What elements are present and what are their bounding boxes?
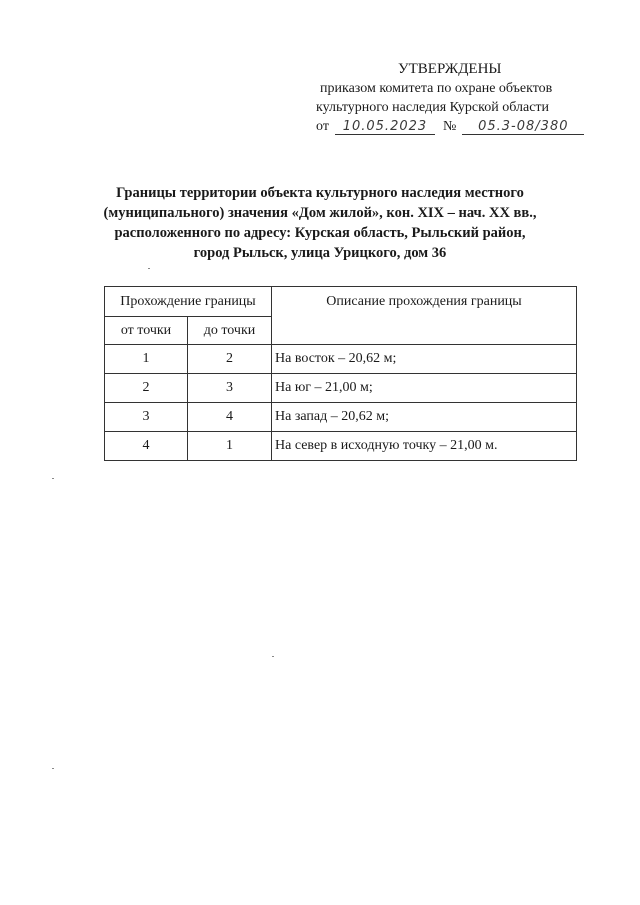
cell-to: 4 [188,403,272,432]
title-line-2: (муниципального) значения «Дом жилой», кон. XIX – нач. XX вв., [103,205,537,221]
document-title [100,183,540,263]
approval-date-number-line [316,117,586,136]
cell-to: 1 [188,432,272,461]
cell-description: На север в исходную точку – 21,00 м. [272,432,577,461]
header-boundary-passage: Прохождение границы [105,287,272,317]
title-line-1: Границы территории объекта культурного наследия местного [116,185,524,201]
cell-to: 3 [188,374,272,403]
cell-description: На юг – 21,00 м; [272,374,577,403]
number-label: № [442,119,457,134]
header-from-point: от точки [105,317,188,345]
cell-description: На запад – 20,62 м; [272,403,577,432]
table-row [105,432,577,461]
title-line-4: город Рыльск, улица Урицкого, дом 36 [193,245,447,261]
table-row [105,345,577,374]
handwritten-number: 05.3-08/380 [462,119,584,135]
cell-from: 3 [105,403,188,432]
header-description: Описание прохождения границы [272,287,577,345]
cell-from: 4 [105,432,188,461]
scan-speck [52,768,54,769]
title-line-3: расположенного по адресу: Курская область, Рыльский район, [114,225,526,241]
header-to-point: до точки [188,317,272,345]
approval-heading: УТВЕРЖДЕНЫ [398,61,502,77]
cell-from: 1 [105,345,188,374]
approval-line-committee: приказом комитета по охране объектов [320,81,553,96]
from-label: от [316,119,329,134]
scan-speck [272,656,274,657]
table-row [105,403,577,432]
table-header-row [105,287,577,317]
cell-description: На восток – 20,62 м; [272,345,577,374]
table-row [105,374,577,403]
scan-speck [52,478,54,479]
boundary-table [104,286,577,461]
cell-from: 2 [105,374,188,403]
approval-line-region: культурного наследия Курской области [316,100,550,115]
cell-to: 2 [188,345,272,374]
approval-block [316,60,586,136]
scan-speck [148,268,150,269]
handwritten-date: 10.05.2023 [335,119,435,135]
